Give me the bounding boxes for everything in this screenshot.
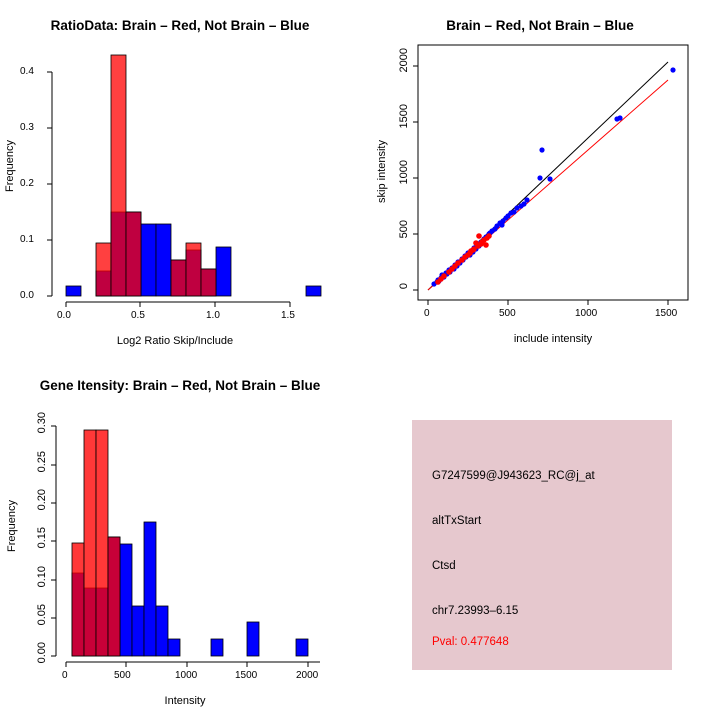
gene-ytick-0: 0.00 [36, 642, 48, 664]
gene-info-panel [360, 360, 720, 720]
gene-xaxis-label: Intensity [164, 695, 206, 707]
scatter-title: Brain – Red, Not Brain – Blue [446, 18, 634, 33]
scatter-ytick-0: 0 [398, 283, 410, 290]
gene-ytick-5: 0.25 [36, 451, 48, 473]
gene-bars-brain [72, 430, 120, 656]
ratio-ytick-2: 0.2 [20, 178, 34, 189]
gene-xtick-0: 0 [62, 670, 68, 681]
scatter-xtick-0: 0 [424, 308, 430, 319]
gene-info-locus: chr7.23993–6.15 [432, 605, 519, 617]
ratio-histogram-plot [0, 0, 360, 360]
gene-info-box [412, 420, 672, 670]
scatter-yaxis-label: skip intensity [376, 140, 388, 203]
scatter-panel [360, 0, 720, 360]
ratio-ytick-0: 0.0 [20, 290, 34, 301]
scatter-xtick-2: 1000 [575, 308, 598, 319]
ratio-histogram-title: RatioData: Brain – Red, Not Brain – Blue [50, 18, 310, 33]
gene-info-pval: Pval: 0.477648 [432, 636, 509, 648]
ratio-xtick-0: 0.0 [57, 310, 71, 321]
gene-xtick-2: 1000 [175, 670, 198, 681]
gene-ytick-3: 0.15 [36, 527, 48, 549]
gene-xtick-1: 500 [114, 670, 131, 681]
gene-ytick-6: 0.30 [36, 412, 48, 434]
ratio-ytick-3: 0.3 [20, 122, 34, 133]
ratio-histogram-panel [0, 0, 360, 360]
scatter-ytick-3: 1500 [398, 104, 410, 129]
scatter-xtick-3: 1500 [655, 308, 678, 319]
gene-histogram-title: Gene Itensity: Brain – Red, Not Brain – Blue [39, 378, 321, 393]
gene-xtick-3: 1500 [235, 670, 258, 681]
ratio-ytick-1: 0.1 [20, 234, 34, 245]
gene-ytick-4: 0.20 [36, 489, 48, 511]
gene-ytick-2: 0.10 [36, 566, 48, 588]
gene-histogram-panel [0, 360, 360, 720]
scatter-ytick-1: 500 [398, 220, 410, 239]
gene-ytick-1: 0.05 [36, 604, 48, 626]
gene-yaxis-label: Frequency [6, 500, 18, 552]
scatter-ytick-4: 2000 [398, 48, 410, 73]
scatter-xtick-1: 500 [499, 308, 516, 319]
ratio-xaxis-label: Log2 Ratio Skip/Include [116, 335, 234, 347]
scatter-plot [360, 0, 720, 360]
ratio-yaxis-label: Frequency [4, 140, 16, 192]
ratio-xtick-3: 1.5 [281, 310, 295, 321]
gene-histogram-plot [0, 360, 360, 720]
gene-xtick-4: 2000 [296, 670, 319, 681]
ratio-xtick-1: 0.5 [131, 310, 145, 321]
gene-info-probe-id: G7247599@J943623_RC@j_at [432, 470, 595, 482]
scatter-xaxis-label: include intensity [513, 333, 593, 345]
ratio-ytick-4: 0.4 [20, 66, 34, 77]
scatter-ytick-2: 1000 [398, 160, 410, 185]
gene-info-event-type: altTxStart [432, 515, 482, 527]
gene-info-gene-symbol: Ctsd [432, 560, 456, 572]
scatter-points-brain [435, 233, 492, 285]
ratio-xtick-2: 1.0 [206, 310, 220, 321]
